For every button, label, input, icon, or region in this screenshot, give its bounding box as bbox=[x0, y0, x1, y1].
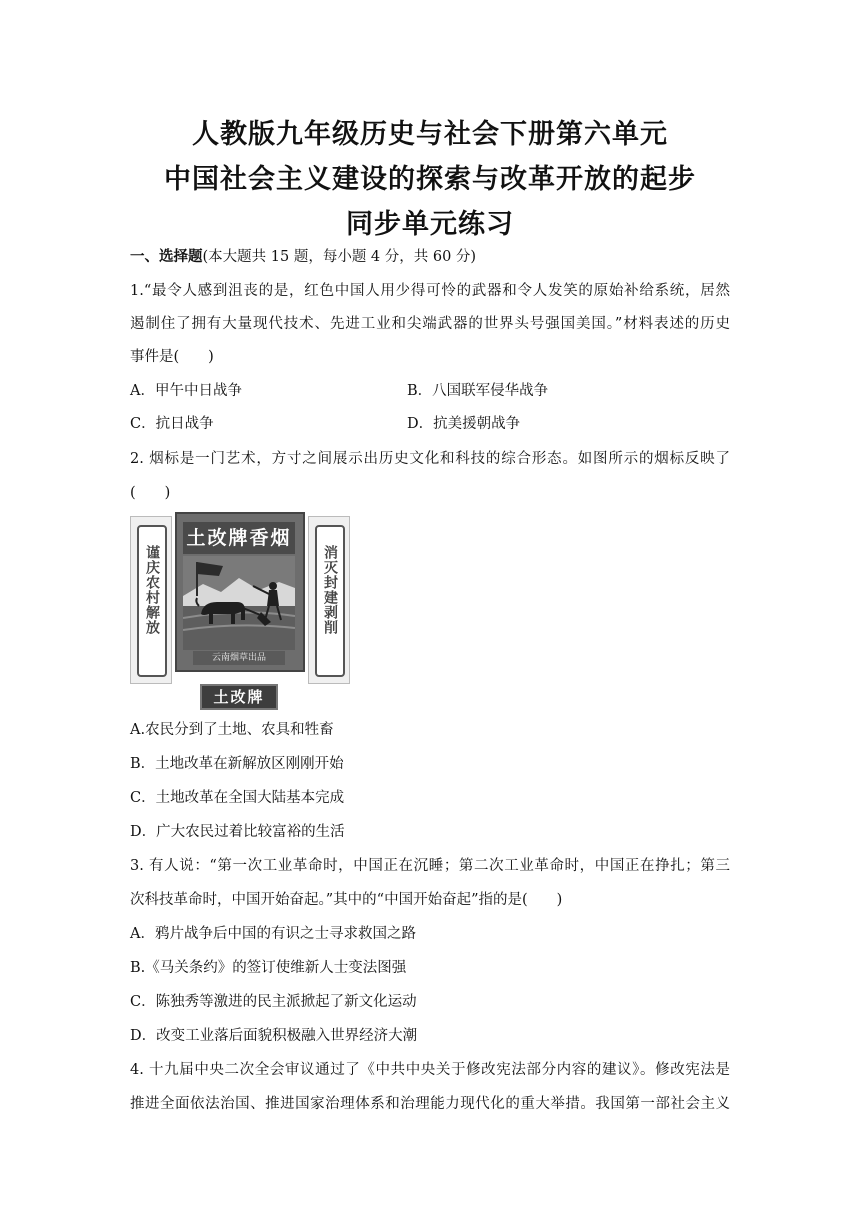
q2-stem-line-2: ( ) bbox=[130, 485, 171, 501]
q2-stem-line-1: 2. 烟标是一门艺术，方寸之间展示出历史文化和科技的综合形态。如图所示的烟标反映了 bbox=[130, 451, 730, 467]
doc-title-line-3: 同步单元练习 bbox=[346, 209, 514, 240]
q2-option-c: C．土地改革在全国大陆基本完成 bbox=[130, 790, 345, 806]
label-maker-text: 云南烟草出品 bbox=[193, 651, 285, 665]
q3-option-c: C．陈独秀等激进的民主派掀起了新文化运动 bbox=[130, 994, 417, 1010]
q1-option-a: A．甲午中日战争 bbox=[130, 383, 242, 399]
q1-option-b: B．八国联军侵华战争 bbox=[407, 383, 549, 399]
q1-stem-line-2: 遏制住了拥有大量现代技术、先进工业和尖端武器的世界头号强国美国。”材料表述的历史 bbox=[130, 316, 730, 332]
q1-options-row-1 bbox=[130, 381, 730, 401]
q3-stem-line-1: 3. 有人说：“第一次工业革命时，中国正在沉睡；第二次工业革命时，中国正在挣扎；第三 bbox=[130, 858, 730, 874]
left-panel-text: 谨庆农村解放 bbox=[144, 545, 160, 635]
q2-option-d: D．广大农民过着比较富裕的生活 bbox=[130, 824, 345, 840]
q1-stem-line-1: 1.“最令人感到沮丧的是，红色中国人用少得可怜的武器和令人发笑的原始补给系统，居然 bbox=[130, 283, 730, 299]
label-banner: 土改牌香烟 bbox=[183, 522, 295, 554]
section-heading-note: (本大题共 15 题，每小题 4 分，共 60 分) bbox=[202, 249, 477, 265]
right-side-panel bbox=[308, 516, 350, 684]
q4-stem-line-1: 4. 十九届中央二次全会审议通过了《中共中央关于修改宪法部分内容的建议》。修改宪法是 bbox=[130, 1062, 730, 1078]
farmer-ox-plowing-illustration bbox=[183, 556, 295, 650]
left-side-panel bbox=[130, 516, 172, 684]
section-heading-label: 一、选择题 bbox=[130, 249, 203, 265]
q1-options-row-2 bbox=[130, 414, 730, 434]
q2-option-a: A.农民分到了土地、农具和牲畜 bbox=[130, 722, 334, 738]
q1-option-c: C．抗日战争 bbox=[130, 416, 214, 432]
right-panel-text: 消灭封建剥削 bbox=[322, 545, 338, 635]
q1-stem-line-3: 事件是( ) bbox=[130, 349, 214, 365]
q1-option-d: D．抗美援朝战争 bbox=[407, 416, 521, 432]
q2-option-b: B．土地改革在新解放区刚刚开始 bbox=[130, 756, 344, 772]
label-bottom-tag: 土改牌 bbox=[200, 684, 278, 710]
doc-title-line-1: 人教版九年级历史与社会下册第六单元 bbox=[192, 119, 668, 150]
q3-option-d: D．改变工业落后面貌积极融入世界经济大潮 bbox=[130, 1028, 418, 1044]
q4-stem-line-2: 推进全面依法治国、推进国家治理体系和治理能力现代化的重大举措。我国第一部社会主义 bbox=[130, 1096, 730, 1112]
label-center-panel bbox=[175, 512, 305, 672]
section-heading bbox=[130, 247, 730, 267]
q3-option-a: A．鸦片战争后中国的有识之士寻求救国之路 bbox=[130, 926, 416, 942]
q3-stem-line-2: 次科技革命时，中国开始奋起。”其中的“中国开始奋起”指的是( ) bbox=[130, 892, 563, 908]
q3-option-b: B.《马关条约》的签订使维新人士变法图强 bbox=[130, 960, 407, 976]
doc-title-line-2: 中国社会主义建设的探索与改革开放的起步 bbox=[164, 164, 696, 195]
cigarette-label-figure bbox=[130, 512, 352, 707]
